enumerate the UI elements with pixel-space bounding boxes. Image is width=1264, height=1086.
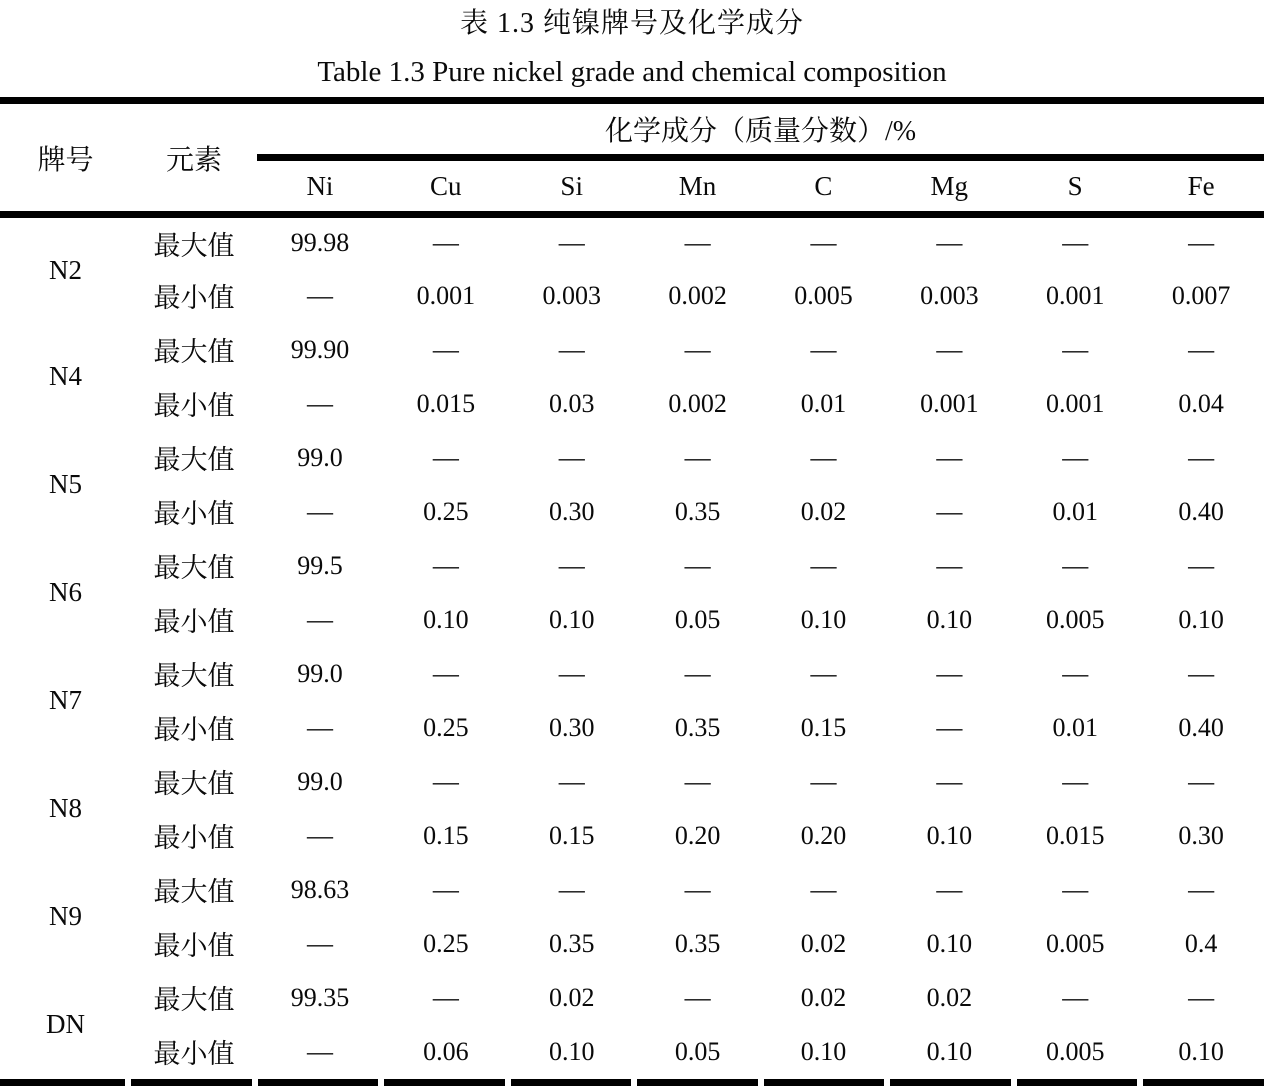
- value-cell: 99.0: [297, 442, 343, 472]
- grade-cell: N5: [49, 469, 82, 499]
- value-cell: —: [432, 982, 459, 1012]
- value-cell: 0.002: [668, 388, 727, 418]
- value-cell: —: [558, 874, 585, 904]
- value-cell: 0.05: [674, 604, 721, 634]
- value-cell: —: [1188, 228, 1215, 258]
- value-cell: 0.05: [674, 1036, 721, 1066]
- table-header: [0, 104, 1264, 215]
- value-cell: —: [558, 658, 585, 688]
- value-cell: 0.02: [800, 982, 847, 1012]
- bottom-rule-segment: [131, 1079, 252, 1086]
- grade-cell: N8: [49, 793, 82, 823]
- value-cell: —: [1188, 334, 1215, 364]
- value-cell: 0.01: [1052, 496, 1098, 526]
- value-cell: —: [432, 334, 459, 364]
- nickel-composition-table: [0, 104, 1264, 1079]
- value-cell: —: [1188, 658, 1215, 688]
- value-cell: —: [1062, 874, 1089, 904]
- value-cell: —: [1188, 874, 1215, 904]
- grade-cell: DN: [46, 1009, 85, 1039]
- element-header-ni: Ni: [257, 158, 383, 215]
- value-cell: —: [432, 766, 459, 796]
- value-cell: 0.10: [926, 928, 973, 958]
- value-cell: —: [432, 874, 459, 904]
- value-cell: 99.5: [297, 550, 343, 580]
- row-label: 最大值: [153, 337, 235, 367]
- value-cell: 99.90: [290, 334, 350, 364]
- bottom-rule-segment: [511, 1079, 632, 1086]
- element-header-mg: Mg: [886, 158, 1012, 215]
- table-row-max: [0, 971, 1264, 1025]
- value-cell: —: [684, 550, 711, 580]
- value-cell: 0.15: [548, 820, 595, 850]
- value-cell: —: [1062, 658, 1089, 688]
- value-cell: —: [558, 334, 585, 364]
- value-cell: 99.0: [297, 766, 343, 796]
- value-cell: —: [684, 982, 711, 1012]
- value-cell: 0.001: [920, 388, 979, 418]
- value-cell: 0.4: [1184, 928, 1218, 958]
- value-cell: —: [936, 334, 963, 364]
- value-cell: —: [684, 334, 711, 364]
- value-cell: 0.04: [1178, 388, 1224, 418]
- value-cell: 0.003: [542, 280, 601, 310]
- value-cell: —: [1062, 982, 1089, 1012]
- value-cell: —: [558, 550, 585, 580]
- value-cell: —: [936, 228, 963, 258]
- row-label: 最大值: [153, 230, 235, 261]
- row-label: 最小值: [153, 1039, 235, 1069]
- value-cell: —: [1062, 442, 1089, 472]
- value-cell: 0.10: [926, 1036, 973, 1066]
- value-cell: 0.10: [548, 1036, 595, 1066]
- bottom-rule-segment: [384, 1079, 505, 1086]
- value-cell: —: [936, 874, 963, 904]
- value-cell: —: [684, 766, 711, 796]
- element-header-c: C: [761, 158, 887, 215]
- value-cell: —: [1188, 442, 1215, 472]
- table-row-min: [0, 1025, 1264, 1079]
- value-cell: —: [810, 228, 837, 258]
- value-cell: 0.15: [423, 820, 469, 850]
- value-cell: —: [810, 550, 837, 580]
- value-cell: 0.10: [548, 604, 595, 634]
- row-label: 最小值: [153, 823, 235, 853]
- value-cell: 0.15: [800, 712, 847, 742]
- table-row-min: [0, 593, 1264, 647]
- grade-cell: N7: [49, 685, 82, 715]
- value-cell: —: [936, 442, 963, 472]
- value-cell: —: [306, 820, 333, 850]
- value-cell: —: [684, 874, 711, 904]
- value-cell: 0.02: [548, 982, 595, 1012]
- value-cell: —: [936, 658, 963, 688]
- value-cell: 0.06: [423, 1036, 469, 1066]
- bottom-rule-segment: [890, 1079, 1011, 1086]
- table-row-max: [0, 323, 1264, 377]
- value-cell: —: [306, 1036, 333, 1066]
- value-cell: 0.25: [423, 928, 469, 958]
- grade-cell: N9: [49, 901, 82, 931]
- value-cell: 0.10: [800, 604, 847, 634]
- row-label: 最大值: [153, 445, 235, 475]
- table-row-max: [0, 431, 1264, 485]
- grade-cell: N4: [49, 361, 82, 391]
- value-cell: —: [810, 766, 837, 796]
- value-cell: 0.40: [1178, 712, 1224, 742]
- row-label: 最小值: [153, 607, 235, 637]
- value-cell: 0.01: [1052, 712, 1098, 742]
- value-cell: 0.001: [1045, 280, 1105, 310]
- bottom-rule-segment: [764, 1079, 885, 1086]
- value-cell: 0.10: [1178, 1036, 1224, 1066]
- value-cell: 0.01: [800, 388, 847, 418]
- value-cell: 0.007: [1171, 280, 1231, 310]
- value-cell: 0.30: [548, 712, 595, 742]
- value-cell: —: [306, 604, 333, 634]
- value-cell: 0.35: [548, 928, 595, 958]
- table-row-max: [0, 755, 1264, 809]
- value-cell: 0.005: [794, 280, 853, 310]
- grade-cell: N6: [49, 577, 82, 607]
- value-cell: —: [306, 496, 333, 526]
- table-row-min: [0, 809, 1264, 863]
- table-row-min: [0, 269, 1264, 323]
- bottom-rule-segment: [0, 1079, 125, 1086]
- value-cell: 0.02: [926, 982, 973, 1012]
- value-cell: 0.005: [1045, 604, 1105, 634]
- value-cell: —: [1188, 982, 1215, 1012]
- value-cell: 0.02: [800, 496, 847, 526]
- bottom-rule-segment: [258, 1079, 379, 1086]
- row-label: 最大值: [153, 661, 235, 691]
- value-cell: 0.25: [423, 496, 469, 526]
- element-header-si: Si: [509, 158, 635, 215]
- value-cell: 0.002: [668, 280, 727, 310]
- value-cell: —: [936, 712, 963, 742]
- header-composition-group: 化学成分（质量分数）/%: [257, 104, 1264, 158]
- value-cell: —: [1062, 334, 1089, 364]
- value-cell: 0.10: [423, 604, 469, 634]
- table-row-min: [0, 485, 1264, 539]
- value-cell: 99.98: [290, 228, 350, 258]
- table-row-max: [0, 863, 1264, 917]
- value-cell: —: [306, 928, 333, 958]
- value-cell: —: [432, 550, 459, 580]
- value-cell: 0.25: [423, 712, 469, 742]
- value-cell: —: [1062, 228, 1089, 258]
- value-cell: 0.30: [1178, 820, 1224, 850]
- value-cell: 0.001: [1045, 388, 1105, 418]
- table-row-max: [0, 539, 1264, 593]
- bottom-rule-segment: [1017, 1079, 1138, 1086]
- value-cell: —: [684, 658, 711, 688]
- row-label: 最小值: [153, 283, 235, 313]
- grade-cell: N2: [49, 254, 82, 285]
- element-header-mn: Mn: [635, 158, 761, 215]
- row-label: 最大值: [153, 769, 235, 799]
- value-cell: 99.35: [290, 982, 350, 1012]
- bottom-rule-segment: [637, 1079, 758, 1086]
- bottom-rule-segment: [1143, 1079, 1264, 1086]
- value-cell: 0.40: [1178, 496, 1224, 526]
- table-row-max: [0, 215, 1264, 269]
- value-cell: 0.10: [926, 604, 973, 634]
- header-element: 元素: [131, 104, 257, 215]
- table-body: [0, 215, 1264, 1079]
- value-cell: —: [1062, 550, 1089, 580]
- value-cell: 0.005: [1045, 928, 1105, 958]
- value-cell: —: [810, 874, 837, 904]
- value-cell: 0.03: [548, 388, 595, 418]
- value-cell: —: [936, 550, 963, 580]
- table-row-max: [0, 647, 1264, 701]
- value-cell: 0.10: [800, 1036, 847, 1066]
- value-cell: 0.001: [416, 280, 476, 310]
- value-cell: 0.015: [1045, 820, 1105, 850]
- value-cell: —: [684, 442, 711, 472]
- element-header-cu: Cu: [383, 158, 509, 215]
- row-label: 最大值: [153, 553, 235, 583]
- element-header-fe: Fe: [1138, 158, 1264, 215]
- value-cell: —: [558, 228, 585, 258]
- value-cell: —: [432, 228, 459, 258]
- value-cell: 0.20: [674, 820, 721, 850]
- value-cell: —: [1188, 766, 1215, 796]
- value-cell: —: [684, 228, 711, 258]
- value-cell: 0.20: [800, 820, 847, 850]
- element-header-s: S: [1012, 158, 1138, 215]
- value-cell: —: [936, 496, 963, 526]
- value-cell: —: [306, 712, 333, 742]
- value-cell: 0.35: [674, 928, 721, 958]
- row-label: 最小值: [153, 391, 235, 421]
- row-label: 最大值: [153, 985, 235, 1015]
- value-cell: —: [810, 442, 837, 472]
- row-label: 最大值: [153, 877, 235, 907]
- value-cell: 0.35: [674, 712, 721, 742]
- row-label: 最小值: [153, 715, 235, 745]
- value-cell: 0.003: [920, 280, 979, 310]
- value-cell: 0.005: [1045, 1036, 1105, 1066]
- value-cell: 0.35: [674, 496, 721, 526]
- table-title-chinese: 表 1.3 纯镍牌号及化学成分: [459, 8, 804, 39]
- top-rule: [0, 97, 1264, 104]
- value-cell: —: [1188, 550, 1215, 580]
- value-cell: —: [432, 442, 459, 472]
- value-cell: —: [936, 766, 963, 796]
- value-cell: 0.10: [926, 820, 973, 850]
- value-cell: —: [306, 280, 333, 310]
- table-row-min: [0, 377, 1264, 431]
- table-title-english: Table 1.3 Pure nickel grade and chemical composition: [317, 56, 947, 88]
- value-cell: 0.015: [416, 388, 476, 418]
- value-cell: —: [558, 442, 585, 472]
- value-cell: 0.10: [1178, 604, 1224, 634]
- value-cell: 0.30: [548, 496, 595, 526]
- value-cell: —: [1062, 766, 1089, 796]
- value-cell: —: [810, 658, 837, 688]
- value-cell: —: [432, 658, 459, 688]
- row-label: 最小值: [153, 931, 235, 961]
- value-cell: —: [810, 334, 837, 364]
- value-cell: —: [306, 388, 333, 418]
- bottom-rule: [0, 1079, 1264, 1086]
- value-cell: 99.0: [297, 658, 343, 688]
- value-cell: 0.02: [800, 928, 847, 958]
- table-row-min: [0, 917, 1264, 971]
- header-grade: 牌号: [0, 104, 131, 215]
- row-label: 最小值: [153, 499, 235, 529]
- table-row-min: [0, 701, 1264, 755]
- value-cell: —: [558, 766, 585, 796]
- value-cell: 98.63: [290, 874, 350, 904]
